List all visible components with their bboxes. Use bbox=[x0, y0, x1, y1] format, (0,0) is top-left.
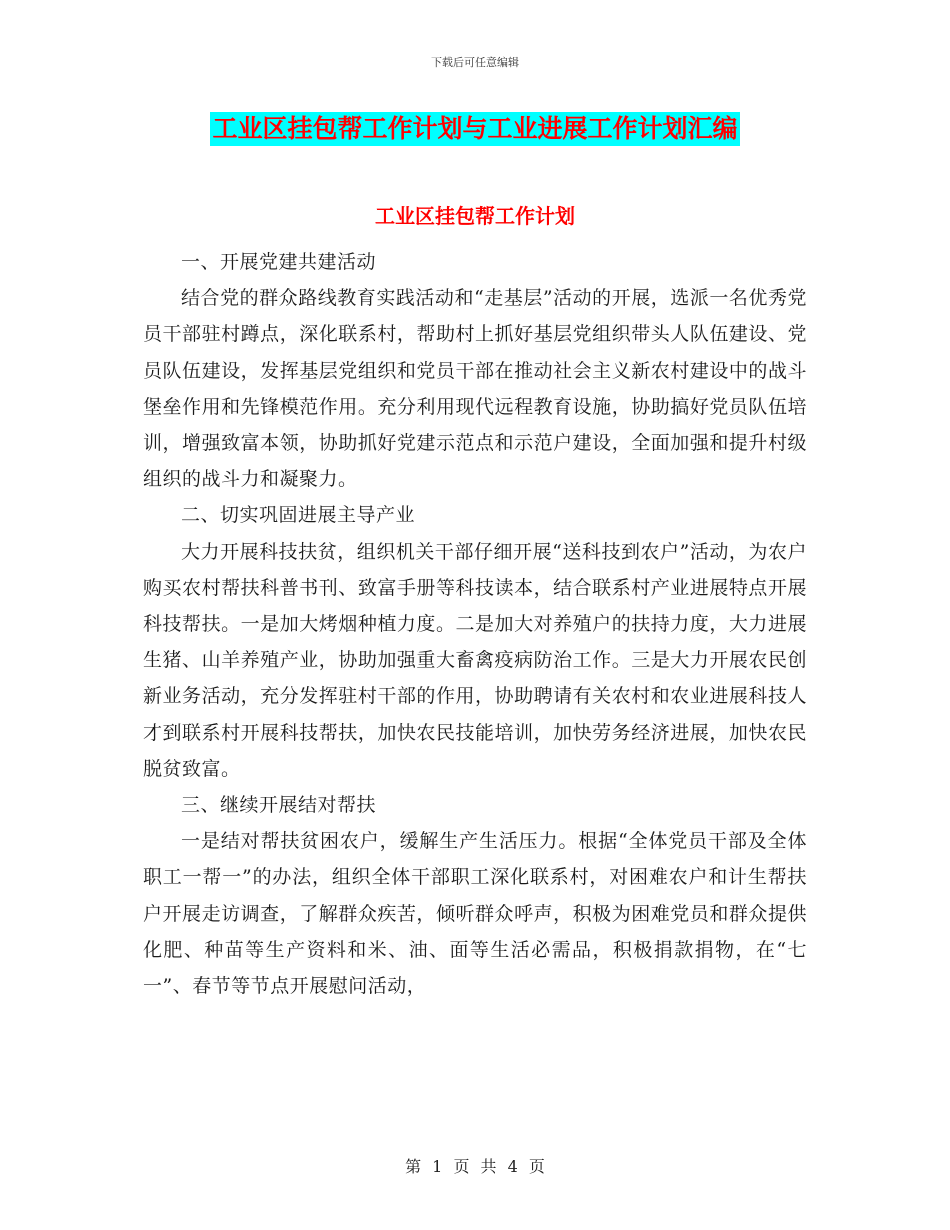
sub-title: 工业区挂包帮工作计划 bbox=[375, 204, 575, 228]
main-title-container bbox=[0, 112, 950, 146]
main-title: 工业区挂包帮工作计划与工业进展工作计划汇编 bbox=[210, 112, 739, 146]
page-number: 第 1 页 共 4 页 bbox=[405, 1157, 545, 1176]
paragraph-3: 一是结对帮扶贫困农户，缓解生产生活压力。根据“全体党员干部及全体职工一帮一”的办法，组织全体干部职工深化联系村，对困难农户和计生帮扶户开展走访调查，了解群众疾苦，倾听群众呼声，积极为困难党员和群众提供化肥、种苗等生产资料和米、油、面等生活必需品，积极捐款捐物，在“七一”、春节等节点开展慰问活动， bbox=[143, 830, 807, 998]
paragraph-2: 大力开展科技扶贫，组织机关干部仔细开展“送科技到农户”活动，为农户购买农村帮扶科普书刊、致富手册等科技读本，结合联系村产业进展特点开展科技帮扶。一是加大烤烟种植力度。二是加大对养殖户的扶持力度，大力进展生猪、山羊养殖产业，协助加强重大畜禽疫病防治工作。三是大力开展农民创新业务活动，充分发挥驻村干部的作用，协助聘请有关农村和农业进展科技人才到联系村开展科技帮扶，加快农民技能培训，加快劳务经济进展，加快农民脱贫致富。 bbox=[143, 540, 807, 780]
paragraph-1: 结合党的群众路线教育实践活动和“走基层”活动的开展，选派一名优秀党员干部驻村蹲点，深化联系村，帮助村上抓好基层党组织带头人队伍建设、党员队伍建设，发挥基层党组织和党员干部在推动社会主义新农村建设中的战斗堡垒作用和先锋模范作用。充分利用现代远程教育设施，协助搞好党员队伍培训，增强致富本领，协助抓好党建示范点和示范户建设，全面加强和提升村级组织的战斗力和凝聚力。 bbox=[143, 287, 807, 491]
section-heading-1: 一、开展党建共建活动 bbox=[181, 251, 377, 273]
page-header-note: 下载后可任意编辑 bbox=[431, 56, 519, 69]
section-heading-2: 二、切实巩固进展主导产业 bbox=[181, 504, 416, 527]
document-body bbox=[143, 244, 807, 1004]
section-heading-3: 三、继续开展结对帮扶 bbox=[181, 794, 377, 817]
